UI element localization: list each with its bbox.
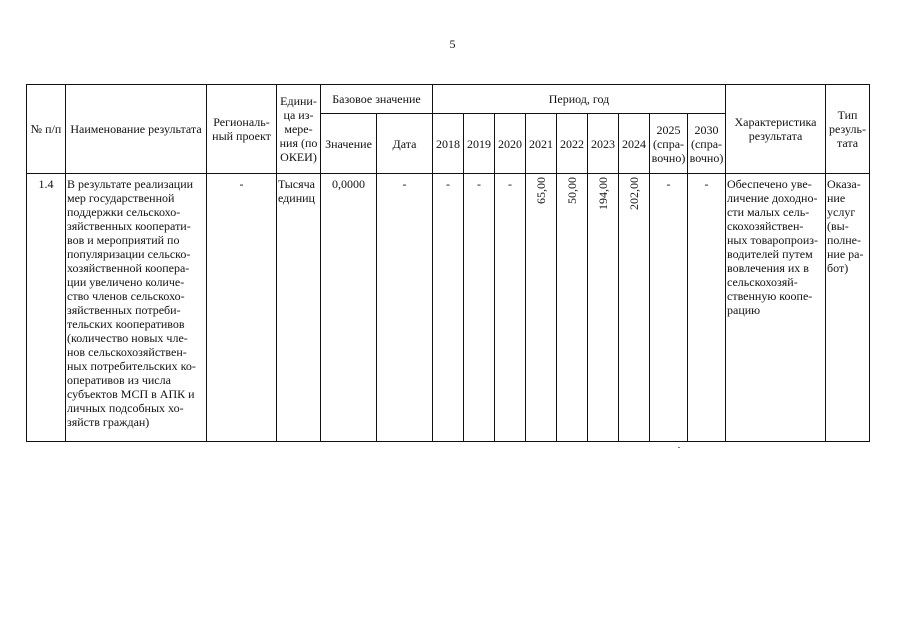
page-number: 5 [449,37,456,51]
row-2030: - [688,174,726,442]
row-2018: - [433,174,464,442]
row-num: 1.4 [27,174,66,442]
row-2019: - [464,174,495,442]
row-type: Оказа- ние услуг (вы- полне- ние ра- бот) [826,174,870,442]
header-year-2021: 2021 [526,114,557,174]
header-year-2019: 2019 [464,114,495,174]
header-year-2020: 2020 [495,114,526,174]
header-period: Период, год [433,85,726,114]
row-2024-value: 202,00 [627,177,641,210]
row-2022-value: 50,00 [565,177,579,204]
row-characteristic: Обеспечено уве- личение доходно- сти малых сель- скохозяйствен- ных товаропроиз- водителей путем вовлечения их в сельскохозяй- ственную коопе- рацию [726,174,826,442]
row-base-value: 0,0000 [321,174,377,442]
row-2023-value: 194,00 [596,177,610,210]
result-table [26,84,870,442]
header-year-2018: 2018 [433,114,464,174]
row-2024 [619,174,650,442]
header-num: № п/п [27,85,66,174]
row-project: - [207,174,277,442]
header-project: Региональ- ный проект [207,85,277,174]
header-year-2030: 2030 (спра- вочно) [688,114,726,174]
header-unit: Едини- ца из- мере- ния (по ОКЕИ) [277,85,321,174]
scan-speck [678,447,680,448]
row-2021-value: 65,00 [534,177,548,204]
row-base-date: - [377,174,433,442]
row-name: В результате реализации мер государственной поддержки сельскохо- зяйственных кооперати- вов и мероприятий по популяризации сельско- хозяйственной коопера- ции увеличено количе- ство членов сельскохо- зяйственных потреби- тельских кооперативов (количество новых чле- нов сельскохозяйствен- ных потребительских ко- оперативов из числа субъектов МСП в АПК и личных подсобных хо- зяйств граждан) [66,174,207,442]
header-year-2023: 2023 [588,114,619,174]
table-row [27,174,870,442]
row-2020: - [495,174,526,442]
header-year-2022: 2022 [557,114,588,174]
header-base: Базовое значение [321,85,433,114]
header-characteristic: Характеристика результата [726,85,826,174]
row-2023 [588,174,619,442]
header-year-2025: 2025 (спра- вочно) [650,114,688,174]
header-type: Тип резуль- тата [826,85,870,174]
header-name: Наименование результата [66,85,207,174]
row-unit: Тысяча единиц [277,174,321,442]
row-2025: - [650,174,688,442]
header-base-value: Значение [321,114,377,174]
header-base-date: Дата [377,114,433,174]
row-2022 [557,174,588,442]
header-row-1 [27,85,870,114]
header-year-2024: 2024 [619,114,650,174]
row-2021 [526,174,557,442]
